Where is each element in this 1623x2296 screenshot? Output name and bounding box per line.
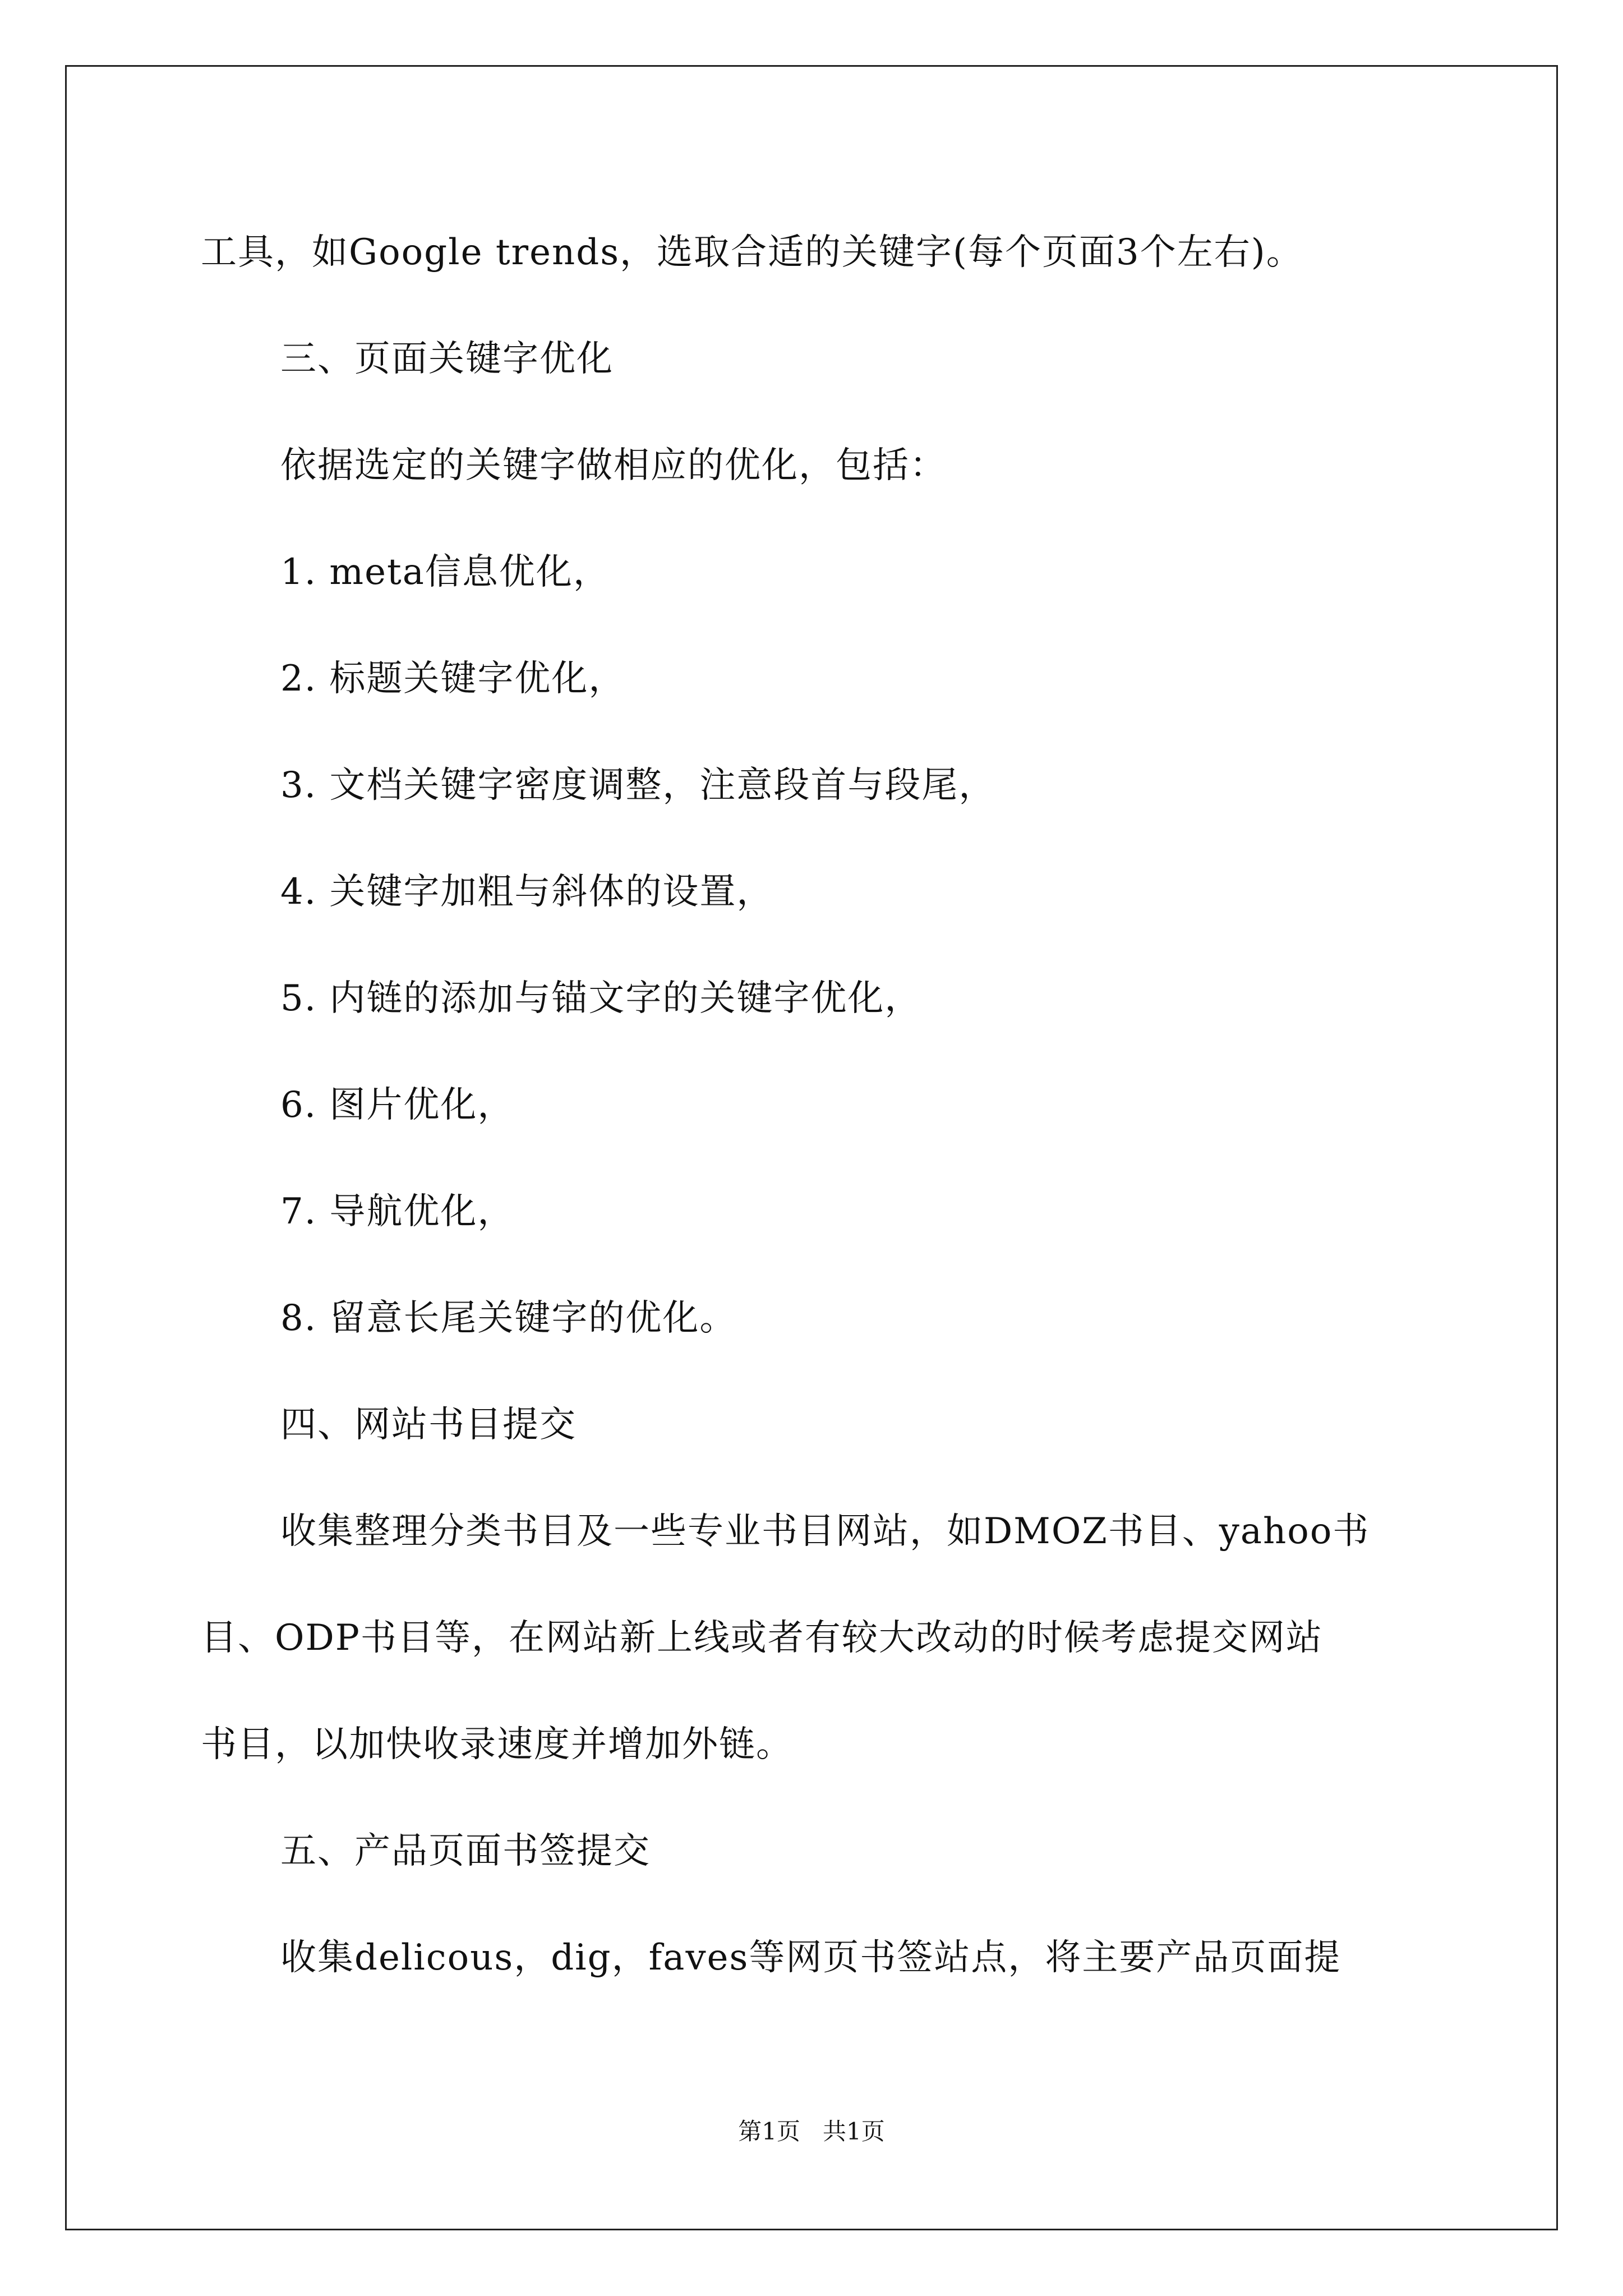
body-text-line: 工具，如Google trends，选取合适的关键字(每个页面3个左右)。 <box>201 232 1303 273</box>
list-item: 1. meta信息优化， <box>280 551 610 593</box>
list-item: 6. 图片优化， <box>280 1084 515 1126</box>
list-item: 7. 导航优化， <box>280 1191 515 1232</box>
page-border <box>65 65 1558 2230</box>
page-number-footer: 第1页 共1页 <box>738 2118 885 2145</box>
section-heading: 五、产品页面书签提交 <box>280 1830 651 1872</box>
body-text-line: 依据选定的关键字做相应的优化，包括： <box>280 445 947 486</box>
list-item: 2. 标题关键字优化， <box>280 658 626 700</box>
list-item: 4. 关键字加粗与斜体的设置， <box>280 871 774 913</box>
list-item: 3. 文档关键字密度调整，注意段首与段尾， <box>280 765 996 806</box>
list-item: 8. 留意长尾关键字的优化。 <box>280 1297 737 1339</box>
section-heading: 三、页面关键字优化 <box>280 338 614 380</box>
body-text-line: 收集delicous，dig，faves等网页书签站点，将主要产品页面提 <box>280 1937 1341 1978</box>
body-text-line: 书目，以加快收录速度并增加外链。 <box>201 1724 793 1765</box>
body-text-line: 收集整理分类书目及一些专业书目网站，如DMOZ书目、yahoo书 <box>280 1511 1370 1552</box>
body-text-line: 目、ODP书目等，在网站新上线或者有较大改动的时候考虑提交网站 <box>201 1617 1323 1659</box>
section-heading: 四、网站书目提交 <box>280 1404 577 1446</box>
list-item: 5. 内链的添加与锚文字的关键字优化， <box>280 978 922 1019</box>
